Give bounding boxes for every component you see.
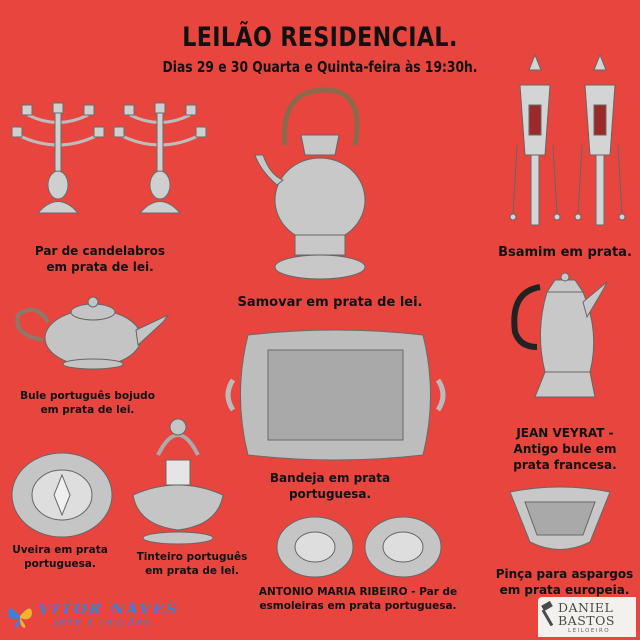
tray-image	[228, 325, 443, 465]
teapot-image	[8, 290, 173, 370]
caption-tinteiro: Tinteiro português em prata de lei.	[136, 551, 248, 578]
asparagus-server-image	[505, 487, 615, 557]
caption-candelabros: Par de candelabros em prata de lei.	[34, 244, 166, 275]
grape-dish-image	[10, 450, 115, 540]
caption-pinca: Pinça para aspargos em prata europeia.	[495, 567, 634, 598]
daniel-bastos-line3: LEILOEIRO	[568, 628, 611, 634]
bsamim-left-image	[505, 55, 565, 235]
candelabra-left-image	[8, 95, 108, 220]
alms-dishes-image	[275, 515, 445, 580]
daniel-bastos-line2: BASTOS	[558, 613, 615, 628]
caption-bandeja: Bandeja em prata portuguesa.	[269, 471, 391, 502]
page-subtitle: Dias 29 e 30 Quarta e Quinta-feira às 19:30h.	[162, 58, 478, 76]
vitor-naves-logo	[6, 600, 186, 634]
candelabra-right-image	[110, 95, 210, 220]
gavel-icon	[540, 601, 558, 631]
butterfly-icon	[6, 602, 34, 630]
vitor-naves-logo-name: VITOR NAVES	[38, 600, 179, 618]
bsamim-right-image	[570, 55, 630, 235]
caption-bule: Bule português bojudo em prata de lei.	[20, 390, 155, 417]
caption-samovar: Samovar em prata de lei.	[237, 295, 423, 310]
daniel-bastos-logo	[538, 597, 636, 637]
caption-esmoleiras: ANTONIO MARIA RIBEIRO - Par de esmoleiras em prata portuguesa.	[258, 586, 458, 613]
vitor-naves-logo-sub: ARTE E LEILÕES	[52, 619, 152, 628]
page-title: LEILÃO RESIDENCIAL.	[182, 22, 458, 53]
daniel-bastos-line1: DANIEL	[558, 600, 614, 615]
caption-uveira: Uveira em prata portuguesa.	[12, 544, 108, 571]
coffee-pot-image	[505, 272, 615, 412]
caption-bsamim: Bsamim em prata.	[498, 245, 632, 260]
samovar-image	[255, 85, 385, 285]
inkstand-image	[128, 415, 228, 545]
caption-jean-veyrat: JEAN VEYRAT - Antigo bule em prata francesa.	[513, 426, 617, 473]
